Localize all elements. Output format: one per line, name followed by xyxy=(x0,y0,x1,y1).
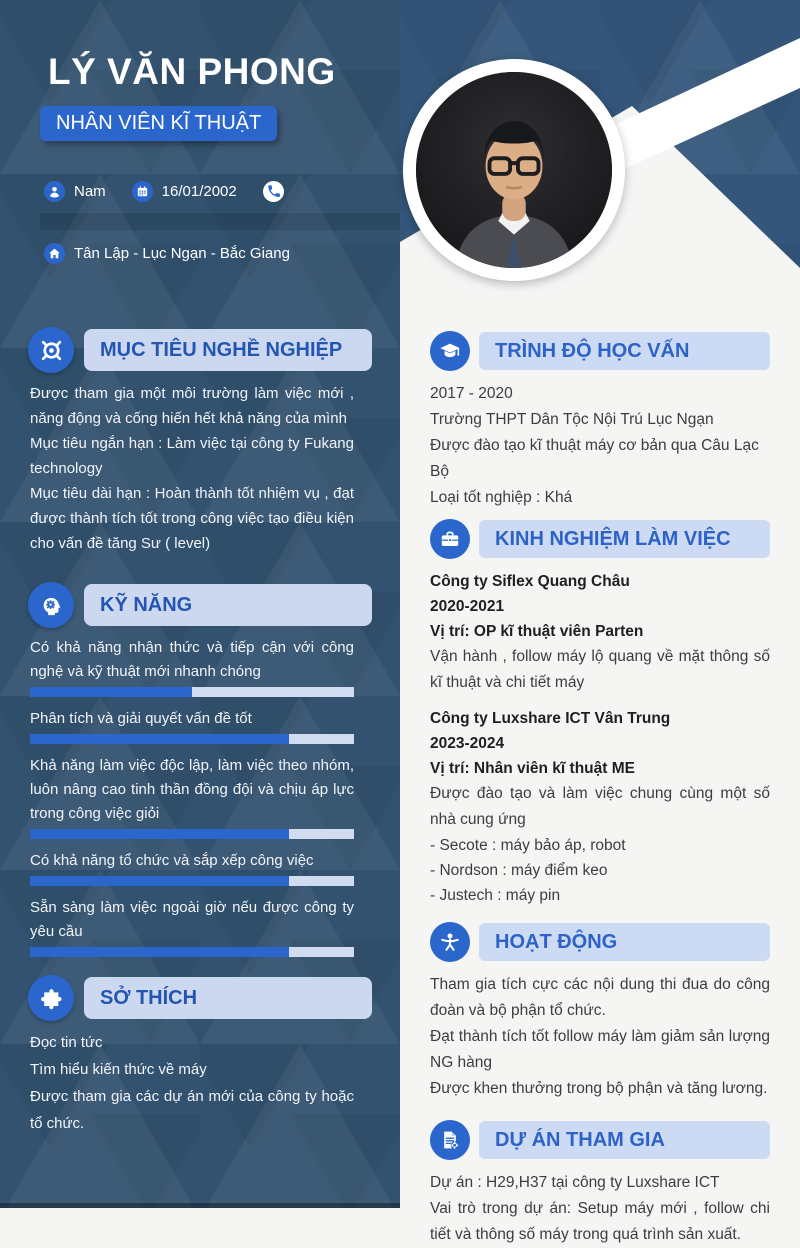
decorative-dark-band xyxy=(40,213,400,230)
skill-item xyxy=(28,849,372,886)
hobbies-title: SỞ THÍCH xyxy=(84,977,372,1019)
address-item xyxy=(44,243,290,264)
skills-header xyxy=(28,582,372,628)
section-experience xyxy=(430,519,770,908)
skill-bar xyxy=(30,734,354,744)
job-period: 2020-2021 xyxy=(430,598,505,615)
skill-bar xyxy=(30,876,354,886)
projects-header xyxy=(430,1120,770,1160)
skill-text: Sẵn sàng làm việc ngoài giờ nếu được công ty yêu cầu xyxy=(30,899,354,940)
skill-bar-fill xyxy=(30,687,192,697)
objective-text xyxy=(30,381,354,556)
skill-bar-fill xyxy=(30,947,289,957)
skill-bar-fill xyxy=(30,734,289,744)
contact-row-2 xyxy=(44,243,400,264)
experience-title: KINH NGHIỆM LÀM VIỆC xyxy=(479,520,770,558)
skills-list xyxy=(28,636,372,957)
person-icon xyxy=(44,181,65,202)
job-detail: Được đào tạo và làm việc chung cùng một số nhà cung ứng xyxy=(430,785,770,828)
skill-text: Khả năng làm việc độc lập, làm việc theo nhóm, luôn nâng cao tinh thần đồng đội và chịu áp lực trong công việc giỏi xyxy=(30,757,354,822)
puzzle-icon xyxy=(28,975,74,1021)
hobbies-header xyxy=(28,975,372,1021)
skill-text: Có khả năng nhận thức và tiếp cận với công nghệ và kỹ thuật mới nhanh chóng xyxy=(30,639,354,680)
gender-item xyxy=(44,181,106,202)
activity-person-icon xyxy=(430,922,470,962)
briefcase-icon xyxy=(430,519,470,559)
activity-line: Được khen thưởng trong bộ phận và tăng lương. xyxy=(430,1080,768,1097)
skill-bar-fill xyxy=(30,829,289,839)
hobby-item: Đọc tin tức xyxy=(30,1034,103,1051)
job-company: Công ty Siflex Quang Châu xyxy=(430,573,630,590)
dob-item xyxy=(132,181,237,202)
skill-bar xyxy=(30,947,354,957)
dob-label: 16/01/2002 xyxy=(161,183,237,200)
skill-item xyxy=(28,707,372,744)
experience-body xyxy=(430,569,770,908)
activities-title: HOẠT ĐỘNG xyxy=(479,923,770,961)
objective-paragraph: Mục tiêu dài hạn : Hoàn thành tốt nhiệm vụ , đạt được thành tích tốt trong công việc tạo điều kiện cho vấn đề tăng Sư ( level) xyxy=(30,485,354,552)
section-projects xyxy=(430,1120,770,1248)
graduation-cap-icon xyxy=(430,331,470,371)
objective-header xyxy=(28,327,372,373)
phone-icon xyxy=(263,181,284,202)
objective-paragraph: Mục tiêu ngắn hạn : Làm việc tại công ty Fukang technology xyxy=(30,435,354,477)
skill-bar xyxy=(30,687,354,697)
job-period: 2023-2024 xyxy=(430,735,505,752)
education-body xyxy=(430,381,770,511)
job-detail: - Justech : máy pin xyxy=(430,887,561,904)
activity-line: Tham gia tích cực các nội dung thi đua do công đoàn và bộ phận tổ chức. xyxy=(430,976,770,1019)
education-line: Được đào tạo kĩ thuật máy cơ bản qua Câu Lạc Bộ xyxy=(430,437,759,480)
experience-header xyxy=(430,519,770,559)
job-detail: - Secote : máy bảo áp, robot xyxy=(430,837,626,854)
hobby-item: Tìm hiểu kiến thức về máy xyxy=(30,1061,207,1078)
address-label: Tân Lập - Lục Ngạn - Bắc Giang xyxy=(74,245,290,262)
phone-item xyxy=(263,181,284,202)
job-detail: - Nordson : máy điểm keo xyxy=(430,862,608,879)
contact-row-1 xyxy=(44,181,400,202)
education-line: Trường THPT Dân Tộc Nội Trú Lục Ngạn xyxy=(430,411,714,428)
activity-line: Đạt thành tích tốt follow máy làm giảm sản lượng NG hàng xyxy=(430,1028,770,1071)
calendar-icon xyxy=(132,181,153,202)
skill-bar-fill xyxy=(30,876,289,886)
objective-title: MỤC TIÊU NGHỀ NGHIỆP xyxy=(84,329,372,371)
head-gear-icon xyxy=(28,582,74,628)
profile-photo xyxy=(403,59,625,281)
page-title: LÝ VĂN PHONG xyxy=(48,51,336,92)
section-activities xyxy=(430,922,770,1102)
education-line: 2017 - 2020 xyxy=(430,385,513,402)
job-title-badge: NHÂN VIÊN KĨ THUẬT xyxy=(40,106,277,141)
education-line: Loại tốt nghiệp : Khá xyxy=(430,489,573,506)
target-icon xyxy=(28,327,74,373)
skill-item xyxy=(28,754,372,839)
skill-item xyxy=(28,896,372,957)
job-entry xyxy=(430,569,770,696)
projects-title: DỰ ÁN THAM GIA xyxy=(479,1121,770,1159)
skill-item xyxy=(28,636,372,697)
education-header xyxy=(430,331,770,371)
job-detail: Vận hành , follow máy lộ quang về mặt thông số kĩ thuật và chi tiết máy xyxy=(430,648,770,691)
home-icon xyxy=(44,243,65,264)
project-line: Vai trò trong dự án: Setup máy mới , follow chi tiết và thông số máy trong quá trình sản xuất. xyxy=(430,1200,770,1243)
objective-paragraph: Được tham gia một môi trường làm việc mới , năng động và cống hiến hết khả năng của mình xyxy=(30,385,354,427)
education-title: TRÌNH ĐỘ HỌC VẤN xyxy=(479,332,770,370)
skill-text: Phân tích và giải quyết vấn đề tốt xyxy=(30,710,252,727)
activities-header xyxy=(430,922,770,962)
left-panel xyxy=(0,0,400,1208)
right-panel xyxy=(400,0,800,1243)
job-entry xyxy=(430,706,770,908)
projects-body xyxy=(430,1170,770,1248)
section-skills xyxy=(28,582,372,957)
hobby-item: Được tham gia các dự án mới của công ty hoặc tổ chức. xyxy=(30,1088,354,1132)
hobbies-list xyxy=(28,1029,372,1137)
section-hobbies xyxy=(28,975,372,1137)
skills-title: KỸ NĂNG xyxy=(84,584,372,626)
gender-label: Nam xyxy=(74,183,106,200)
skill-bar xyxy=(30,829,354,839)
job-position: Vị trí: Nhân viên kĩ thuật ME xyxy=(430,760,635,777)
skill-text: Có khả năng tổ chức và sắp xếp công việc xyxy=(30,852,314,869)
project-line: Dự án : H29,H37 tại công ty Luxshare ICT xyxy=(430,1174,720,1191)
activities-body xyxy=(430,972,770,1102)
project-document-icon xyxy=(430,1120,470,1160)
section-objective xyxy=(28,327,372,556)
job-company: Công ty Luxshare ICT Vân Trung xyxy=(430,710,671,727)
section-education xyxy=(430,331,770,511)
job-position: Vị trí: OP kĩ thuật viên Parten xyxy=(430,623,644,640)
